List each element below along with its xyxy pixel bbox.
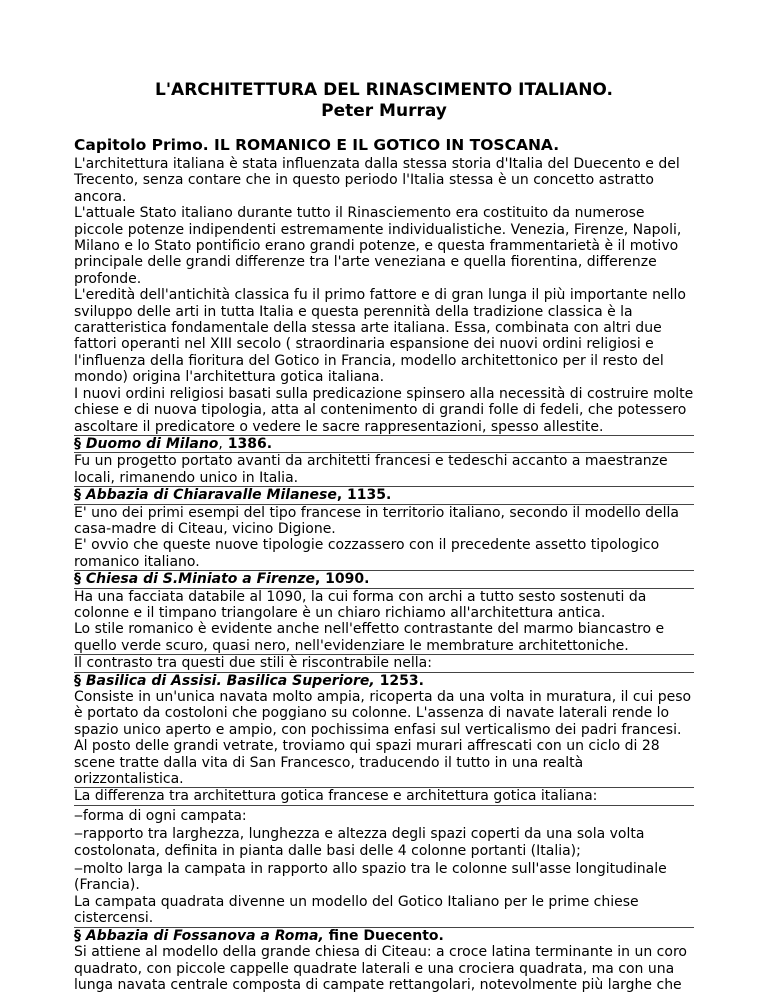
document-page xyxy=(74,80,694,993)
bullet-item: ‒rapporto tra larghezza, lunghezza e altezza degli spazi coperti da una sola volta costolonata, definita in pianta dalle basi delle 4 colonne portanti (Italia); xyxy=(74,826,645,859)
section-paragraph: Consiste in un'unica navata molto ampia, ricoperta da una volta in muratura, il cui peso è portato da costoloni che poggiano su colonne. L'assenza di navate laterali rende lo spazio unico aperto e ampio, con pochissima enfasi sul verticalismo dei padri francesi. Al posto delle grandi vetrate, troviamo qui spazi murari affrescati con un ciclo di 28 scene tratte dalla vita di San Francesco, traducendo il tutto in una realtà orizzontalistica. xyxy=(74,689,694,788)
section-paragraph: E' uno dei primi esempi del tipo francese in territorio italiano, secondo il modello della casa-madre di Citeau, vicino Digione. xyxy=(74,504,679,537)
section-title: Basilica di Assisi. Basilica Superiore, xyxy=(85,672,375,689)
section-paragraph: E' ovvio che queste nuove tipologie cozzassero con il precedente assetto tipologico romanico italiano. xyxy=(74,537,694,571)
section-heading-fossanova xyxy=(74,928,694,944)
section-date: , 1135. xyxy=(336,487,392,504)
section-title: Duomo di Milano xyxy=(85,435,219,452)
bullet-item: ‒forma di ogni campata: xyxy=(74,807,247,824)
section-date: 1253. xyxy=(374,672,424,689)
section-heading-assisi xyxy=(74,673,694,689)
intro-paragraph: L'eredità dell'antichità classica fu il primo fattore e di gran lunga il più importante nello sviluppo delle arti in tutta Italia e questa perennità della tradizione classica è la caratteristica fondamentale della stessa arte italiana. Essa, combinata con altri due fattori operanti nel XIII secolo ( straordinaria espansione dei nuovi ordini religiosi e l'influenza della fioritura del Gotico in Francia, modello architettonico per il resto del mondo) origina l'architettura gotica italiana. xyxy=(74,287,686,386)
section-sign: § xyxy=(74,672,81,689)
section-paragraph: Si attiene al modello della grande chiesa di Citeau: a croce latina terminante in un coro quadrato, con piccole cappelle quadrate laterali e una crociera quadrata, ma con una lunga navata centrale composta di campate rettangolari, notevolmente più larghe che xyxy=(74,944,687,993)
section-paragraph: Lo stile romanico è evidente anche nell'effetto contrastante del marmo biancastro e quello verde scuro, quasi nero, nell'evidenziare le membrature architettoniche. xyxy=(74,621,694,655)
intro-paragraph: L'attuale Stato italiano durante tutto il Rinasciemento era costituito da numerose piccole potenze indipendenti estremamente individualistiche. Venezia, Firenze, Napoli, Milano e lo Stato pontificio erano grandi potenze, e questa frammentarietà è il motivo principale delle grandi differenze tra l'arte veneziana e quella fiorentina, differenze profonde. xyxy=(74,205,682,287)
section-sign: § xyxy=(74,927,81,944)
section-date: fine Duecento. xyxy=(323,927,444,944)
section-sign: § xyxy=(74,487,81,504)
section-heading-miniato xyxy=(74,571,694,588)
section-paragraph: La differenza tra architettura gotica francese e architettura gotica italiana: xyxy=(74,788,694,805)
section-paragraph: Il contrasto tra questi due stili è riscontrabile nella: xyxy=(74,655,694,672)
section-heading-chiaravalle xyxy=(74,487,694,504)
section-title: Chiesa di S.Miniato a Firenze xyxy=(85,571,315,588)
section-sign: § xyxy=(74,571,81,588)
section-heading-milano xyxy=(74,436,694,453)
section-date: , 1090. xyxy=(314,571,370,588)
bullet-item: ‒molto larga la campata in rapporto allo spazio tra le colonne sull'asse longitudinale (Francia). xyxy=(74,861,667,894)
section-title: Abbazia di Chiaravalle Milanese xyxy=(85,487,337,504)
section-title: Abbazia di Fossanova a Roma, xyxy=(85,927,324,944)
section-paragraph: Ha una facciata databile al 1090, la cui forma con archi a tutto sesto sostenuti da colonne e il timpano triangolare è un chiaro richiamo all'architettura antica. xyxy=(74,588,647,621)
intro-paragraph: L'architettura italiana è stata influenzata dalla stessa storia d'Italia del Duecento e del Trecento, senza contare che in questo periodo l'Italia stessa è un concetto astratto ancora. xyxy=(74,156,680,205)
section-sign: § xyxy=(74,435,81,452)
intro-paragraph: I nuovi ordini religiosi basati sulla predicazione spinsero alla necessità di costruire molte chiese e di nuova tipologia, atta al contenimento di grandi folle di fedeli, che potessero ascoltare il predicatore o vedere le sacre rappresentazioni, spesso allestite. xyxy=(74,385,694,435)
section-paragraph: Fu un progetto portato avanti da architetti francesi e tedeschi accanto a maestranze locali, rimanendo unico in Italia. xyxy=(74,453,694,487)
section-date: 1386. xyxy=(227,435,273,452)
document-author: Peter Murray xyxy=(321,101,447,121)
section-paragraph: La campata quadrata divenne un modello del Gotico Italiano per le prime chiese cistercensi. xyxy=(74,894,694,928)
document-title: L'ARCHITETTURA DEL RINASCIMENTO ITALIANO. xyxy=(155,80,613,100)
chapter-heading: Capitolo Primo. IL ROMANICO E IL GOTICO IN TOSCANA. xyxy=(74,136,560,154)
section-separator: , xyxy=(218,435,223,452)
